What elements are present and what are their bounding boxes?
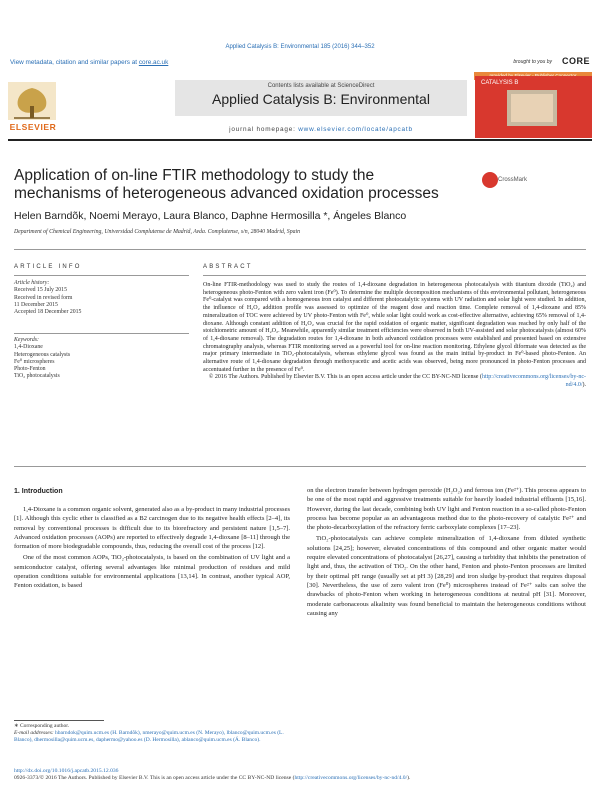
- history-item: Received 15 July 2015: [14, 287, 67, 294]
- keywords: [14, 337, 189, 381]
- journal-reference[interactable]: Applied Catalysis B: Environmental 185 (2016) 344–352: [225, 44, 375, 50]
- issn-end: ).: [407, 775, 411, 782]
- copyright-line: [203, 374, 586, 389]
- license-link[interactable]: http://creativecommons.org/licenses/by-nc-nd/4.0/: [481, 374, 586, 389]
- crossmark-icon: [482, 172, 498, 188]
- paragraph: One of the most common AOPs, TiO₂-photocatalysis, is based on the combination of UV light and a semiconductor catalyst, offering several advantages like minimal production of residues and mild operation conditions suitable for environmental applications [13,14]. In contrast, another typical AOP, Fenton oxidation, is based: [14, 554, 290, 590]
- core-view-text: View metadata, citation and similar papers at: [10, 59, 139, 66]
- paragraph: on the electron transfer between hydrogen peroxide (H₂O₂) and ferrous ion (Fe²⁺). This process appears to be one of the most rapid and aggressive treatments suitable for heavily loaded industrial effluents [15,16]. However, during the last decade, combining both UV light and Fenton reaction in a so-called photo-Fenton process has become popular as an advantageous method due to the photo-recovery of catalytic Fe²⁺ and the photo-decarboxylation of the refractory ferric carboxylate complexes [17–23].: [307, 487, 586, 532]
- history-item: Accepted 18 December 2015: [14, 309, 82, 316]
- left-column: [14, 505, 290, 705]
- header-divider: [8, 139, 592, 141]
- paragraph: TiO₂-photocatalysis can achieve complete mineralization of 1,4-dioxane from diluted synthetic solutions [24,25]; however, elevated concentrations of this compound and other organic matter would require elevated concentrations of photocatalyst [26,27], causing a turbidity that inhibits the penetration of light and, thus, the activation of TiO₂. On the other hand, Fenton and photo-Fenton processes are limited by their optimal pH range (usually set at pH 3) [28,29] and iron sludge by-product that requires disposal [30]. Nevertheless, the use of zero valent iron (Fe⁰) microspheres instead of Fe²⁺ salts can solve the drawbacks of photo-Fenton when working in heterogeneous conditions at neutral pH [31]. Moreover, moderate carbonaceous alkalinity was found beneficial to maintain the heterogeneous conditions without causing any: [307, 535, 586, 617]
- core-logo[interactable]: CORE: [561, 56, 590, 66]
- abstract-body: [203, 282, 586, 390]
- issn-line: [14, 775, 586, 782]
- email-label: E-mail addresses:: [14, 730, 56, 737]
- publisher-logo-text: ELSEVIER: [9, 122, 57, 132]
- doi-link[interactable]: http://dx.doi.org/10.1016/j.apcatb.2015.12.036: [14, 768, 119, 774]
- core-banner: [8, 56, 592, 70]
- divider: [14, 275, 189, 276]
- contents-available: Contents lists available at ScienceDirect: [267, 83, 375, 89]
- copyright-end: ).: [582, 382, 586, 389]
- cover-title: CATALYSIS B: [481, 80, 519, 86]
- article-title: Application of on-line FTIR methodology to study the mechanisms of heterogeneous advanced oxidation processes: [14, 167, 439, 202]
- crossmark-label: CrossMark: [498, 177, 528, 183]
- history-item: 11 December 2015: [14, 301, 58, 308]
- email-note: [14, 730, 290, 744]
- issn-text: 0926-3373/© 2016 The Authors. Published by Elsevier B.V. This is an open access article under the CC BY-NC-ND license (: [14, 775, 295, 782]
- history-label: Article history:: [14, 280, 50, 286]
- keywords-label: Keywords:: [14, 337, 39, 343]
- affiliation: Department of Chemical Engineering, Universidad Complutense de Madrid, Avda. Complutense, s/n, 28040 Madrid, Spain: [14, 229, 301, 235]
- article-history: [14, 280, 189, 316]
- article-info-heading: ARTICLE INFO: [14, 264, 82, 270]
- homepage-url[interactable]: www.elsevier.com/locate/apcatb: [298, 126, 413, 133]
- abstract-text: On-line FTIR-methodology was used to study the routes of 1,4-dioxane degradation in heterogeneous photocatalysis with titanium dioxide (TiO₂) and heterogeneous photo-Fenton with zero valent iron (Fe⁰). To determine the multiple decomposition mechanisms of this environmental pollutant, heterogeneous Fe⁰-catalyst was compared with a homogeneous iron catalyst and different photocatalytic systems with UV radiation and solar light were studied. In addition, the influence of H₂O₂ addition profile was assessed to optimize of the reagent dose and reaction time. Complete removal of 1,4-dioxane and 85% mineralization of TOC were achieved by UV photo-Fenton with Fe⁰, while solar light could work as cost-effective alternative, achieving 65% removal of 1,4-dioxane. Although constant addition of H₂O₂ was crucial for the rapid oxidation of organic matter, significant degradation was reached by only half of the stoichiometric amount of H₂O₂. Meanwhile, apparently similar treatment efficiencies were observed in both UV-assisted and solar photocatalysis (almost 60% of 1,4-dioxane removal). The degradation routes for 1,4-dioxane in both advanced oxidation processes were established and presented based on extensive chromatography analysis, whereas FTIR monitoring served as a powerful tool for on-line reaction monitoring. Ethylene glycol diformate was detected as the major primary intermediate in TiO₂-photocatalysis, whereas ethylene glycol was found as the main initial by-product in Fe⁰-based photo-Fenton. An alternative route of 1,4-dioxane degradation through methoxyacetic and acetic acids was observed, being more pronounced in photo-Fenton processes and accentuated further in the presence of Fe⁰.: [203, 282, 586, 373]
- paragraph: 1,4-Dioxane is a common organic solvent, generated also as a by-product in many industrial processes [1]. Although this cyclic ether is classified as a B2 carcinogen due to its negative health effects [2–4], its removal by conventional processes is difficult due to its biorefractory and persistent nature [1,5–7]. Advanced oxidation processes (AOPs) are reported to effectively degrade 1,4-dioxane [8–11] through the formation of more biodegradable compounds, thus, reducing the overall cost of the process [12].: [14, 506, 290, 551]
- cover-image-inner: [511, 94, 553, 122]
- core-view-link[interactable]: [10, 59, 168, 66]
- keyword: 1,4-Dioxane: [14, 344, 43, 351]
- corresponding-author-note: ∗ Corresponding author.: [14, 723, 70, 729]
- footnotes: [14, 723, 290, 745]
- divider: [14, 249, 586, 250]
- author-list: Helen Barndõk, Noemi Merayo, Laura Blanco, Daphne Hermosilla *, Ángeles Blanco: [14, 210, 407, 222]
- divider: [14, 333, 189, 334]
- elsevier-tree-icon: [8, 82, 56, 120]
- email-addresses[interactable]: hbarndok@quim.ucm.es (H. Barndõk), nmerayo@quim.ucm.es (N. Merayo), lblanco@quim.ucm.es (L. Blanco), dhermosilla@quim.ucm.es, daphermo@yahoo.es (D. Hermosilla), ablanco@quim.ucm.es (Á. Blanco).: [14, 730, 284, 744]
- journal-homepage: [175, 126, 467, 133]
- bottom-meta: [14, 768, 586, 782]
- section-heading: 1. Introduction: [14, 488, 63, 495]
- divider: [14, 466, 586, 467]
- bottom-license-link[interactable]: http://creativecommons.org/licenses/by-nc-nd/4.0/: [294, 775, 408, 782]
- keyword: Heterogeneous catalysts: [14, 351, 71, 358]
- history-item: Received in revised form: [14, 294, 73, 301]
- journal-cover: [475, 76, 592, 138]
- keyword: TiO₂ photocatalysis: [14, 373, 60, 380]
- keyword: Photo-Fenton: [14, 366, 46, 373]
- divider: [203, 275, 586, 276]
- right-column: [307, 486, 586, 766]
- journal-title: Applied Catalysis B: Environmental: [212, 91, 430, 107]
- footnote-divider: [14, 720, 104, 721]
- keyword: Fe⁰ microspheres: [14, 358, 55, 365]
- brought-by-text: brought to you by: [513, 59, 552, 65]
- abstract-heading: ABSTRACT: [203, 264, 253, 270]
- core-url[interactable]: core.ac.uk: [138, 59, 169, 66]
- crossmark-badge[interactable]: [480, 170, 540, 192]
- homepage-label: journal homepage:: [229, 126, 299, 133]
- copyright-text: © 2016 The Authors. Published by Elsevier B.V. This is an open access article under the CC BY-NC-ND license (: [208, 374, 482, 381]
